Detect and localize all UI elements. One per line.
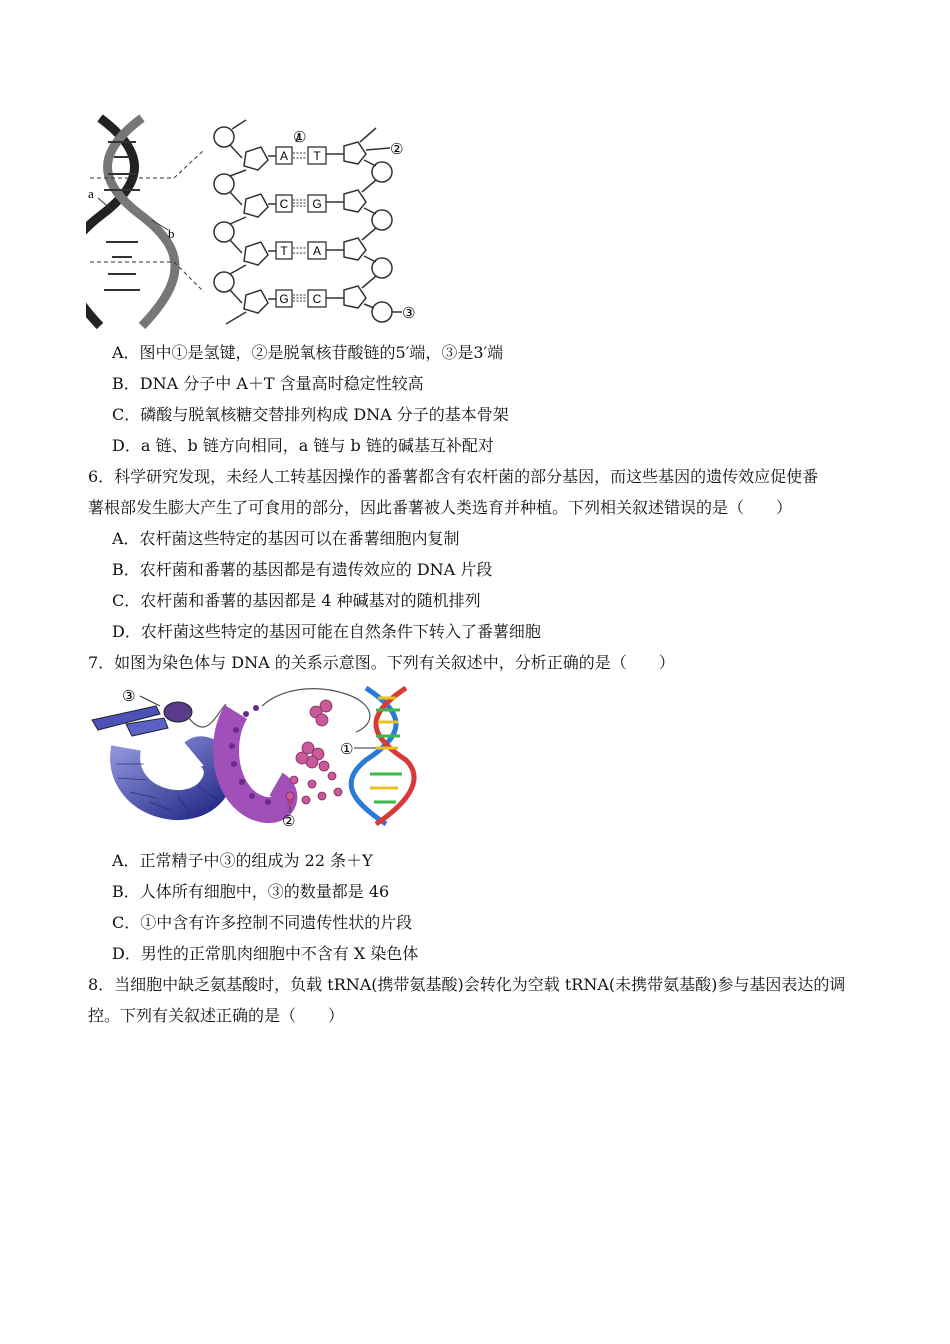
base-4-left: G (279, 292, 289, 306)
q7-option-c: C．①中含有许多控制不同遗传性状的片段 (112, 913, 413, 932)
base-3-left: T (280, 244, 288, 258)
dna-structure-figure (86, 112, 426, 334)
label-bond: ① (293, 128, 307, 146)
q8-stem-line2: 控。下列有关叙述正确的是（ ） (88, 1006, 345, 1025)
base-2-left: C (279, 197, 289, 211)
label-a: a (88, 186, 94, 201)
label-5-end: ② (390, 140, 404, 158)
q5-option-b: B．DNA 分子中 A＋T 含量高时稳定性较高 (112, 374, 424, 393)
q6-option-d: D．农杆菌这些特定的基因可能在自然条件下转入了番薯细胞 (112, 622, 541, 641)
q6-option-c: C．农杆菌和番薯的基因都是 4 种碱基对的随机排列 (112, 591, 481, 610)
q5-option-c: C．磷酸与脱氧核糖交替排列构成 DNA 分子的基本骨架 (112, 405, 509, 424)
label-3-end: ③ (402, 304, 416, 322)
base-3-right: A (312, 244, 322, 258)
q8-stem-line1: 8．当细胞中缺乏氨基酸时，负载 tRNA(携带氨基酸)会转化为空载 tRNA(未携带氨基酸)参与基因表达的调 (88, 975, 846, 994)
base-2-right: G (312, 197, 322, 211)
base-1-left: A (279, 149, 289, 163)
q6-stem-line2: 薯根部发生膨大产生了可食用的部分，因此番薯被人类选育并种植。下列相关叙述错误的是（ ） (88, 498, 793, 517)
base-4-right: C (312, 292, 322, 306)
q7-option-a: A．正常精子中③的组成为 22 条＋Y (112, 851, 373, 870)
label-2: ② (282, 812, 296, 830)
label-1: ① (340, 740, 354, 758)
base-1-right: T (313, 149, 321, 163)
q6-option-b: B．农杆菌和番薯的基因都是有遗传效应的 DNA 片段 (112, 560, 493, 579)
q5-option-d: D．a 链、b 链方向相同，a 链与 b 链的碱基互补配对 (112, 436, 494, 455)
q7-option-b: B．人体所有细胞中，③的数量都是 46 (112, 882, 390, 901)
q7-stem: 7．如图为染色体与 DNA 的关系示意图。下列有关叙述中，分析正确的是（ ） (88, 653, 675, 672)
q5-option-a: A．图中①是氢键，②是脱氧核苷酸链的5′端，③是3′端 (112, 343, 504, 362)
q6-stem-line1: 6．科学研究发现，未经人工转基因操作的番薯都含有农杆菌的部分基因，而这些基因的遗传效应促使番 (88, 467, 819, 486)
label-b: b (168, 226, 175, 241)
label-3: ③ (122, 687, 136, 705)
q7-option-d: D．男性的正常肌肉细胞中不含有 X 染色体 (112, 944, 419, 963)
q6-option-a: A．农杆菌这些特定的基因可以在番薯细胞内复制 (112, 529, 460, 548)
chromosome-dna-figure (86, 684, 426, 834)
